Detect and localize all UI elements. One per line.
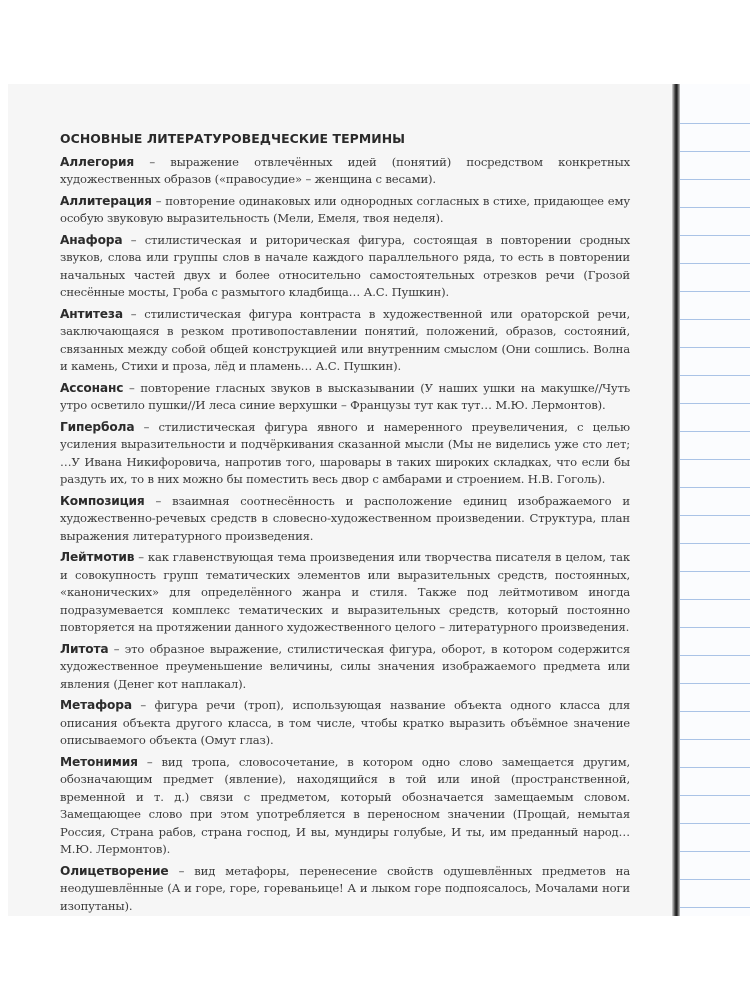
term-definition: – стилистическая фигура явного и намеренного преувеличения, с целью усиления выразительности и подчёркивания сказанной мысли (Мы не виделись уже сто лет; …У Ивана Никифоровича, напротив того, шаровары в таких широких складках, что если бы раздуть их, то в них можно бы поместить весь двор с амбарами и строением. Н.В. Гоголь). [60, 419, 630, 486]
term-definition: – выражение отвлечённых идей (понятий) посредством конкретных художественных образов («правосудие» – женщина с весами). [60, 154, 630, 186]
term-entry [60, 754, 630, 859]
term-entry [60, 380, 630, 415]
term-definition: – это образное выражение, стилистическая фигура, оборот, в котором содержится художественное преуменьшение величины, силы значения изображаемого предмета или явления (Денег кот наплакал). [60, 641, 630, 691]
term-definition: – повторение одинаковых или однородных согласных в стихе, придающее ему особую звуковую выразительность (Мели, Емеля, твоя неделя). [60, 193, 630, 225]
term-entry [60, 641, 630, 694]
term-entry [60, 419, 630, 489]
term-name: Аллитерация [60, 193, 152, 208]
page-content [60, 130, 630, 919]
term-entry [60, 232, 630, 302]
term-definition: – вид тропа, словосочетание, в котором одно слово замещается другим, обозначающим предмет (явление), находящийся в той или иной (пространственной, временной и т. д.) связи с предметом, который обозначается замещаемым словом. Замещающее слово при этом употребляется в переносном значении (Прощай, немытая Россия, Страна рабов, страна господ, И вы, мундиры голубые, И ты, им преданный народ… М.Ю. Лермонтов). [60, 754, 630, 856]
term-entry [60, 863, 630, 916]
page-title: ОСНОВНЫЕ ЛИТЕРАТУРОВЕДЧЕСКИЕ ТЕРМИНЫ [60, 131, 406, 146]
lined-page-edge [680, 84, 750, 916]
term-definition: – как главенствующая тема произведения или творчества писателя в целом, так и совокупность групп тематических элементов или выразительных средств, постоянных, «канонических» для определённого жанра и стиля. Также под лейтмотивом иногда подразумевается комплекс тематических и выразительных средств, который постоянно повторяется на протяжении данного художественного целого – литературного произведения. [60, 550, 630, 634]
term-name: Метонимия [60, 754, 138, 769]
term-definition: – стилистическая и риторическая фигура, состоящая в повторении сродных звуков, слова или группы слов в начале каждого параллельного ряда, то есть в повторении начальных частей двух и более относительно самостоятельных отрезков речи (Грозой снесённые мосты, Гроба с размытого кладбища… А.С. Пушкин). [60, 232, 630, 299]
term-definition: – повторение гласных звуков в высказывании (У наших ушки на макушке//Чуть утро осветило пушки//И леса синие верхушки – Французы тут как тут… М.Ю. Лермонтов). [60, 380, 630, 412]
term-definition: – взаимная соотнесённость и расположение единиц изображаемого и художественно-речевых средств в словесно-художественном произведении. Структура, план выражения литературного произведения. [60, 493, 630, 543]
term-name: Литота [60, 641, 109, 656]
term-entry [60, 154, 630, 189]
term-definition: – стилистическая фигура контраста в художественной или ораторской речи, заключающаяся в резком противопоставлении понятий, положений, образов, состояний, связанных между собой общей конструкцией или внутренним смыслом (Они сошлись. Волна и камень, Стихи и проза, лёд и пламень… А.С. Пушкин). [60, 306, 630, 373]
term-name: Олицетворение [60, 863, 169, 878]
term-name: Гипербола [60, 419, 135, 434]
term-name: Анафора [60, 232, 123, 247]
term-entry [60, 493, 630, 546]
term-entry [60, 193, 630, 228]
term-entry [60, 306, 630, 376]
term-name: Метафора [60, 698, 132, 712]
term-name: Антитеза [60, 306, 123, 321]
term-name: Ассонанс [60, 380, 124, 395]
term-name: Лейтмотив [60, 550, 135, 564]
notebook-binding [672, 84, 680, 916]
term-definition: – фигура речи (троп), использующая название объекта одного класса для описания объекта другого класса, в том числе, чтобы кратко выразить объёмное значение описываемого объекта (Омут глаз). [60, 698, 630, 747]
term-entry [60, 697, 630, 750]
term-definition: – вид метафоры, перенесение свойств одушевлённых предметов на неодушевлённые (А и горе, горе, гореваньице! А и лыком горе подпоясалось, Мочалами ноги изопутаны). [60, 863, 630, 913]
term-name: Композиция [60, 493, 145, 508]
term-entry [60, 549, 630, 637]
term-name: Аллегория [60, 154, 135, 169]
